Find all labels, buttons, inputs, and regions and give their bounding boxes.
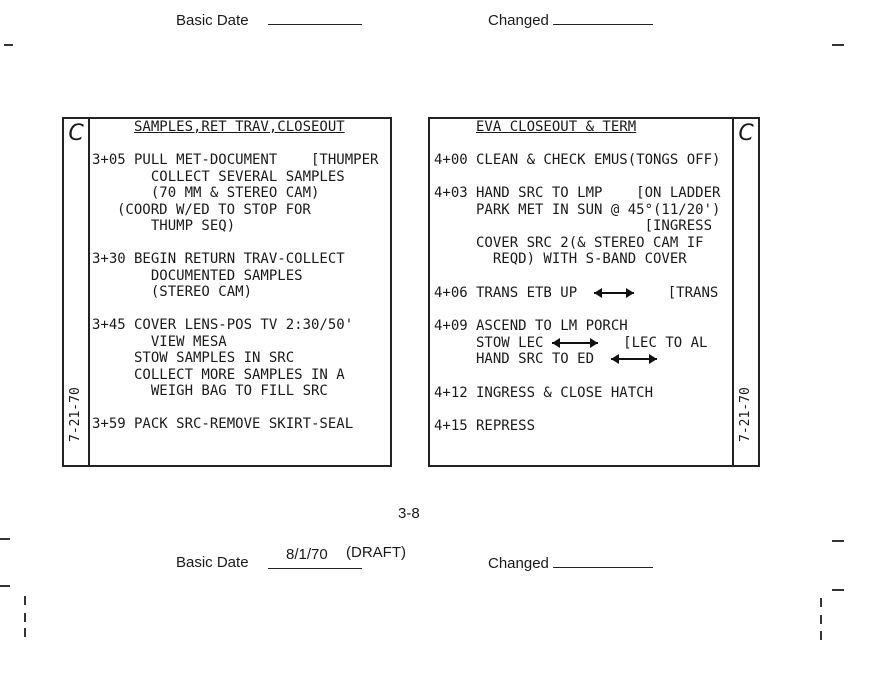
right-card-title: EVA CLOSEOUT & TERM xyxy=(476,119,637,135)
margin-mark xyxy=(0,538,10,540)
footer-basic-date-line xyxy=(268,568,362,569)
entry-text: REPRESS xyxy=(476,418,536,434)
entry-text: HAND SRC TO LMP [ON LADDER PARK MET IN SUN @ 45°(11/20') [INGRESS COVER SRC 2(& STEREO CAM IF REQD) WITH S-BAND COVER xyxy=(476,185,721,268)
entry-time: 3+59 xyxy=(92,416,126,432)
margin-mark xyxy=(24,628,26,637)
header-basic-date-label: Basic Date xyxy=(176,12,249,29)
footer-basic-date-value: 8/1/70 xyxy=(286,546,328,563)
entry-text: PACK SRC-REMOVE SKIRT-SEAL xyxy=(134,416,354,432)
margin-mark xyxy=(24,613,26,622)
left-checklist-card xyxy=(62,117,392,467)
entry-time: 4+15 xyxy=(434,418,468,434)
entry-time: 4+09 xyxy=(434,318,468,334)
margin-mark xyxy=(832,44,844,46)
entry-text: BEGIN RETURN TRAV-COLLECT DOCUMENTED SAMPLES (STEREO CAM) xyxy=(134,251,345,301)
entry-text: PULL MET-DOCUMENT [THUMPER COLLECT SEVERAL SAMPLES (70 MM & STEREO CAM) (COORD W/ED TO STOP FOR THUMP SEQ) xyxy=(117,152,379,235)
header-changed-line xyxy=(553,24,653,25)
margin-mark xyxy=(832,589,844,591)
tab-letter: C xyxy=(738,121,754,146)
entry-text: ASCEND TO LM PORCH STOW LEC [LEC TO AL HAND SRC TO ED xyxy=(476,318,708,368)
right-checklist-card xyxy=(428,117,760,467)
double-arrow-icon xyxy=(594,288,634,298)
margin-mark xyxy=(24,596,26,605)
entry-time: 4+12 xyxy=(434,385,468,401)
tab-letter: C xyxy=(68,121,84,146)
page-number: 3-8 xyxy=(398,505,420,522)
entry-time: 3+30 xyxy=(92,251,126,267)
entry-text: CLEAN & CHECK EMUS(TONGS OFF) xyxy=(476,152,721,168)
footer-basic-date-label: Basic Date xyxy=(176,554,249,571)
margin-mark xyxy=(0,585,10,587)
double-arrow-icon xyxy=(611,354,657,364)
left-card-tab xyxy=(64,119,90,465)
footer-changed-line xyxy=(553,567,653,568)
tab-date: 7-21-70 xyxy=(738,387,753,442)
footer-changed-label: Changed xyxy=(488,555,549,572)
entry-time: 3+05 xyxy=(92,152,126,168)
header-basic-date-line xyxy=(268,24,362,25)
margin-mark xyxy=(820,615,822,624)
entry-time: 4+06 xyxy=(434,285,468,301)
entry-time: 3+45 xyxy=(92,317,126,333)
entry-time: 4+03 xyxy=(434,185,468,201)
left-card-title: SAMPLES,RET TRAV,CLOSEOUT xyxy=(134,119,345,135)
header-changed-label: Changed xyxy=(488,12,549,29)
tab-date: 7-21-70 xyxy=(68,387,83,442)
margin-mark xyxy=(820,598,822,607)
margin-mark xyxy=(4,44,13,46)
double-arrow-icon xyxy=(552,338,598,348)
right-card-tab xyxy=(732,119,758,465)
margin-mark xyxy=(820,631,822,640)
footer-draft-note: (DRAFT) xyxy=(346,544,406,561)
entry-time: 4+00 xyxy=(434,152,468,168)
entry-text: TRANS ETB UP [TRANS xyxy=(476,285,719,301)
entry-text: INGRESS & CLOSE HATCH xyxy=(476,385,654,401)
entry-text: COVER LENS-POS TV 2:30/50' VIEW MESA STOW SAMPLES IN SRC COLLECT MORE SAMPLES IN A WEIGH BAG TO FILL SRC xyxy=(134,317,354,400)
margin-mark xyxy=(832,540,844,542)
